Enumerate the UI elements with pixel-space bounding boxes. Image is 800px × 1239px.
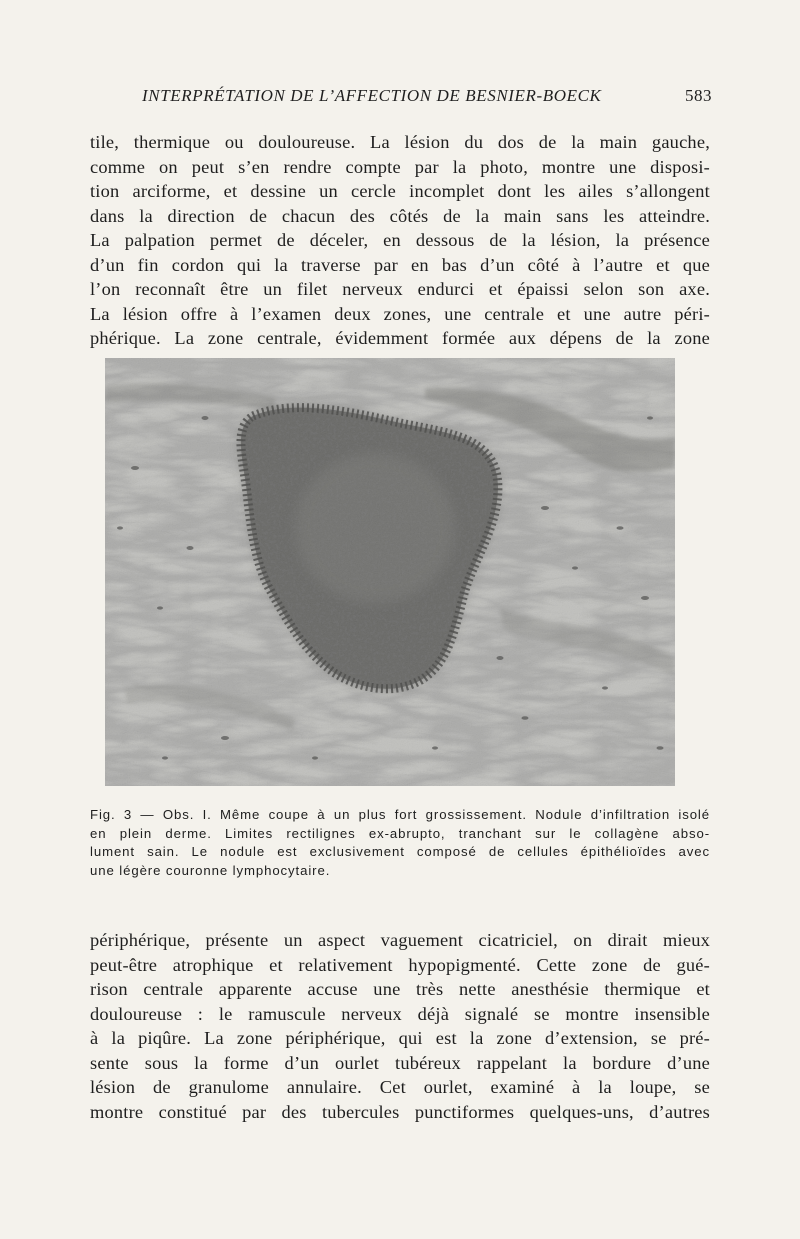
histology-micrograph <box>105 358 675 786</box>
text-line: tion arciforme, et dessine un cercle incomplet dont les ailes s’allongent <box>90 181 710 201</box>
text-line: montre constitué par des tubercules punctiformes quelques-uns, d’autres <box>90 1101 710 1122</box>
text-line: dans la direction de chacun des côtés de la main sans les atteindre. <box>90 205 710 226</box>
text-line: à la piqûre. La zone périphérique, qui est la zone d’extension, se pré- <box>90 1028 710 1048</box>
caption-line: Fig. 3 — Obs. I. Même coupe à un plus fort grossissement. Nodule d’infiltration isolé <box>90 807 710 822</box>
text-line: peut-être atrophique et relativement hypopigmenté. Cette zone de gué- <box>90 954 710 975</box>
text-line: rison centrale apparente accuse une très nette anesthésie thermique et <box>90 979 710 999</box>
text-line: La lésion offre à l’examen deux zones, une centrale et une autre péri- <box>90 303 710 324</box>
text-line: La palpation permet de déceler, en dessous de la lésion, la présence <box>90 230 710 250</box>
text-line: tile, thermique ou douloureuse. La lésion du dos de la main gauche, <box>90 132 710 152</box>
text-line: douloureuse : le ramuscule nerveux déjà signalé se montre insensible <box>90 1003 710 1024</box>
text-line: lésion de granulome annulaire. Cet ourlet, examiné à la loupe, se <box>90 1077 710 1097</box>
text-line: comme on peut s’en rendre compte par la photo, montre une disposi- <box>90 156 710 177</box>
text-line: l’on reconnaît être un filet nerveux endurci et épaissi selon son axe. <box>90 279 710 299</box>
page-number: 583 <box>685 86 712 105</box>
running-title: INTERPRÉTATION DE L’AFFECTION DE BESNIER-BOECK <box>142 86 602 105</box>
text-line: phérique. La zone centrale, évidemment formée aux dépens de la zone <box>90 328 710 348</box>
caption-line: en plein derme. Limites rectilignes ex-abrupto, tranchant sur le collagène abso- <box>90 825 710 841</box>
text-line: d’un fin cordon qui la traverse par en bas d’un côté à l’autre et que <box>90 254 710 275</box>
body-paragraph-bottom <box>90 928 710 1124</box>
caption-line: une légère couronne lymphocytaire. <box>90 862 331 878</box>
body-paragraph-top <box>90 130 710 351</box>
figure-caption <box>90 806 710 880</box>
caption-line: lument sain. Le nodule est exclusivement composé de cellules épithélioïdes avec <box>90 844 710 859</box>
text-line: périphérique, présente un aspect vaguement cicatriciel, on dirait mieux <box>90 930 710 950</box>
running-head <box>90 86 712 112</box>
micrograph-figure <box>105 358 675 786</box>
text-line: sente sous la forme d’un ourlet tubéreux rappelant la bordure d’une <box>90 1052 710 1073</box>
